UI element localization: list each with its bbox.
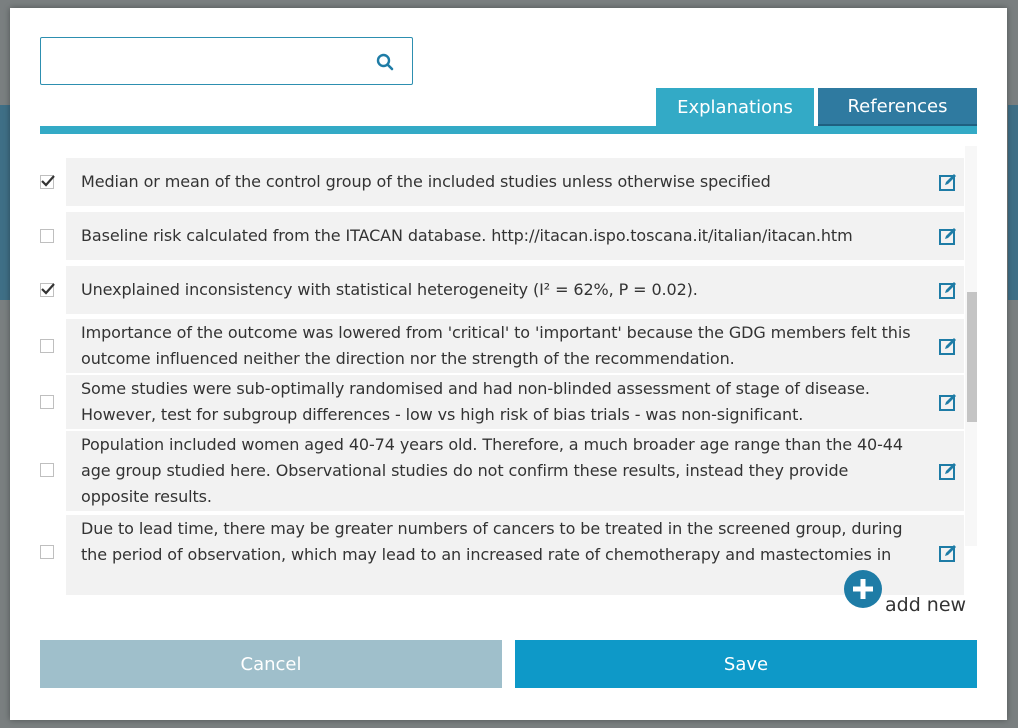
edit-icon[interactable] [938, 172, 958, 192]
check-icon [40, 281, 56, 297]
scrollbar-thumb[interactable] [967, 292, 977, 422]
edit-icon[interactable] [938, 461, 958, 481]
list-item[interactable] [66, 158, 964, 206]
item-text: Importance of the outcome was lowered from 'critical' to 'important' because the GDG members felt this outcome influenced neither the direction nor the strength of the recommendation. [81, 323, 911, 368]
edit-icon[interactable] [938, 392, 958, 412]
search-icon[interactable] [376, 53, 394, 71]
list-item[interactable] [66, 319, 964, 373]
check-icon [40, 173, 56, 189]
add-new-button[interactable] [844, 570, 984, 620]
background-band-left [0, 105, 10, 300]
item-text: Median or mean of the control group of the included studies unless otherwise specified [81, 172, 771, 191]
item-text: Unexplained inconsistency with statistical heterogeneity (I² = 62%, P = 0.02). [81, 280, 698, 299]
list-item[interactable] [66, 375, 964, 429]
item-checkbox[interactable] [40, 545, 54, 559]
item-checkbox[interactable] [40, 339, 54, 353]
edit-icon[interactable] [938, 336, 958, 356]
save-button[interactable]: Save [515, 640, 977, 688]
add-new-label[interactable]: add new [885, 594, 967, 616]
item-checkbox[interactable] [40, 283, 54, 297]
item-checkbox[interactable] [40, 395, 54, 409]
background-band-right [1008, 105, 1018, 300]
list-item[interactable] [66, 212, 964, 260]
explanations-modal [10, 8, 1007, 720]
item-checkbox[interactable] [40, 229, 54, 243]
tab-underline [40, 126, 977, 134]
explanations-list[interactable] [40, 146, 978, 564]
item-text: Population included women aged 40-74 years old. Therefore, a much broader age range than the 40-44 age group studied here. Observational studies do not confirm these results, instead they provide opposite results. [81, 435, 903, 506]
list-item[interactable] [66, 266, 964, 314]
item-checkbox[interactable] [40, 463, 54, 477]
tab-references[interactable]: References [818, 88, 977, 126]
search-input[interactable] [49, 46, 363, 78]
list-item[interactable] [66, 431, 964, 511]
item-text: Some studies were sub-optimally randomised and had non-blinded assessment of stage of disease. However, test for subgroup differences - low vs high risk of bias trials - was non-significant. [81, 379, 870, 424]
edit-icon[interactable] [938, 226, 958, 246]
plus-circle-icon[interactable] [844, 570, 882, 608]
list-item[interactable] [66, 515, 964, 595]
edit-icon[interactable] [938, 543, 958, 563]
item-text: Baseline risk calculated from the ITACAN database. http://itacan.ispo.toscana.it/italian/itacan.htm [81, 226, 853, 245]
cancel-button[interactable]: Cancel [40, 640, 502, 688]
tab-explanations[interactable]: Explanations [656, 88, 814, 126]
item-checkbox[interactable] [40, 175, 54, 189]
edit-icon[interactable] [938, 280, 958, 300]
item-text: Due to lead time, there may be greater numbers of cancers to be treated in the screened group, during the period of observation, which may lead to an increased rate of chemotherapy and mastectomies in [81, 519, 903, 564]
search-field[interactable] [40, 37, 413, 85]
